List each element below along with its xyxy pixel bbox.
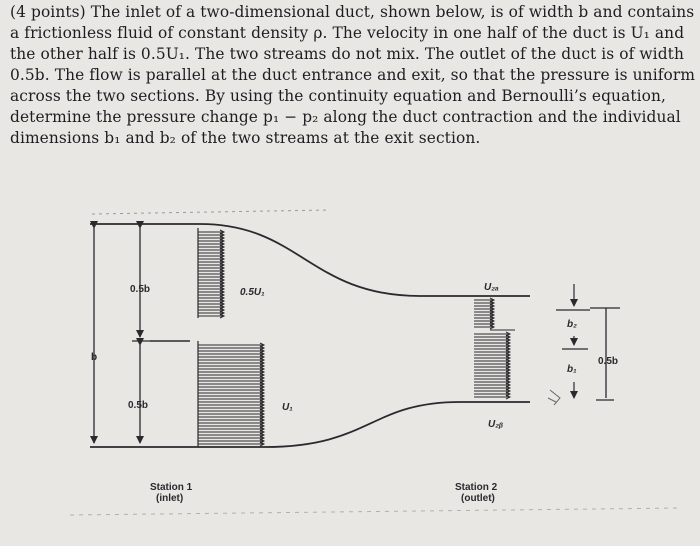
outlet-hand-mark [548,390,560,405]
station-baseline [70,508,680,515]
lower-stream-arrows [198,343,264,446]
problem-line-5: across the two sections. By using the continuity equation and Bernoulli’s equation, [10,87,667,105]
upper-stream-arrows [198,230,224,318]
outlet-total-label: 0.5b [598,356,619,367]
station2-title: Station 2 [455,482,498,493]
lower-velocity-label: U₁ [282,402,293,413]
problem-line-1: (4 points) The inlet of a two-dimensional duct, shown below, is of width b and contains [10,3,695,21]
top-dashed-line [92,210,330,214]
b1-label: b₁ [567,364,577,375]
problem-line-4: 0.5b. The flow is parallel at the duct entrance and exit, so that the pressure is uniform [10,66,696,84]
dimension-b-label: b [91,352,98,363]
outlet-lower-arrows [474,332,510,399]
problem-line-3: the other half is 0.5U₁. The two streams do not mix. The outlet of the duct is of width [10,45,684,63]
outlet-upper-velocity-label: U₂ₐ [484,282,499,293]
upper-velocity-label: 0.5U₁ [240,287,265,298]
station1-title: Station 1 [150,482,193,493]
problem-statement [10,2,696,149]
duct-lower-wall [90,402,530,447]
outlet-upper-arrows [474,298,494,329]
duct-upper-wall [90,224,530,296]
dimension-lower-half-label: 0.5b [128,400,149,411]
dimension-upper-half-label: 0.5b [130,284,151,295]
station2-sub: (outlet) [461,493,495,504]
problem-line-6: determine the pressure change p₁ − p₂ along the duct contraction and the individual [10,108,681,126]
outlet-lower-velocity-label: U₂ᵦ [488,419,504,430]
duct-diagram [0,196,700,546]
problem-line-7: dimensions b₁ and b₂ of the two streams at the exit section. [10,129,481,147]
station1-sub: (inlet) [156,493,184,504]
b2-label: b₂ [567,319,577,330]
problem-line-2: a frictionless fluid of constant density ρ. The velocity in one half of the duct is U₁ and [10,24,685,42]
